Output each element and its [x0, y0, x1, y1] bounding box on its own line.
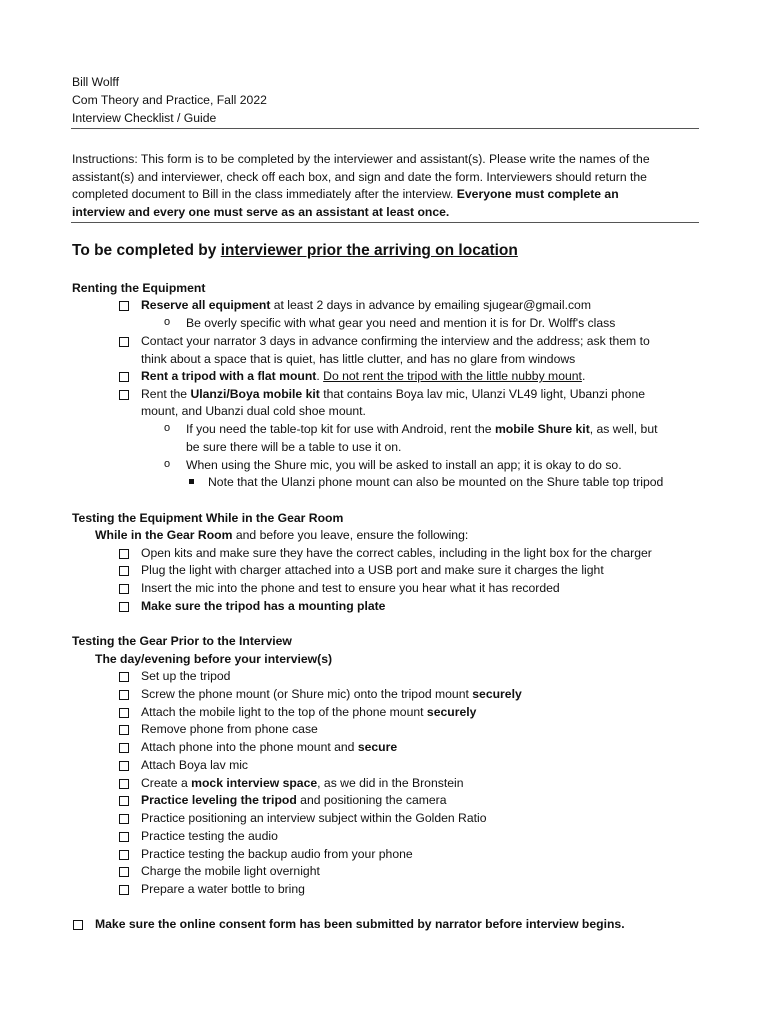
charge-light-item: Charge the mobile light overnight — [141, 864, 320, 878]
course-name: Com Theory and Practice, Fall 2022 — [72, 93, 267, 107]
header-divider — [71, 128, 699, 129]
attach-mic-checkbox[interactable] — [119, 761, 129, 771]
testing-room-subheading — [95, 527, 468, 544]
instructions-line-4: interview and every one must serve as an assistant at least once. — [72, 205, 450, 219]
testing-room-heading: Testing the Equipment While in the Gear Room — [72, 511, 344, 525]
testing-room-emphasis: While in the Gear Room — [95, 528, 233, 542]
testing-prior-subheading: The day/evening before your interview(s) — [95, 652, 333, 666]
attach-light-text: Attach the mobile light to the top of the phone mount — [141, 705, 427, 719]
mock-space-item — [141, 775, 463, 792]
contact-narrator-line-1: Contact your narrator 3 days in advance confirming the interview and the address; ask them to — [141, 334, 650, 348]
screw-mount-emphasis: securely — [472, 687, 522, 701]
plug-light-item: Plug the light with charger attached into a USB port and make sure it charges the light — [141, 563, 604, 577]
author-name: Bill Wolff — [72, 75, 119, 89]
testing-room-text: and before you leave, ensure the following: — [232, 528, 469, 542]
open-kits-checkbox[interactable] — [119, 549, 129, 559]
instructions-divider — [71, 222, 699, 223]
renting-heading: Renting the Equipment — [72, 281, 206, 295]
section-heading-underlined: interviewer prior the arriving on location — [220, 242, 518, 259]
section-heading-prefix: To be completed by — [72, 242, 221, 259]
mock-space-emphasis: mock interview space — [191, 776, 318, 790]
remove-case-checkbox[interactable] — [119, 725, 129, 735]
consent-form-item: Make sure the online consent form has been submitted by narrator before interview begins. — [95, 917, 625, 931]
rent-tripod-emphasis: Rent a tripod with a flat mount — [141, 369, 317, 383]
setup-tripod-checkbox[interactable] — [119, 672, 129, 682]
screw-mount-item — [141, 686, 522, 703]
rent-ulanzi-kit-line-2: mount, and Ubanzi dual cold shoe mount. — [141, 404, 366, 418]
test-audio-checkbox[interactable] — [119, 832, 129, 842]
attach-phone-checkbox[interactable] — [119, 743, 129, 753]
rent-ulanzi-kit-line-1 — [141, 386, 645, 403]
rent-kit-emphasis: Ulanzi/Boya mobile kit — [190, 387, 320, 401]
charge-light-checkbox[interactable] — [119, 867, 129, 877]
open-kits-item: Open kits and make sure they have the correct cables, including in the light box for the charger — [141, 546, 652, 560]
plug-light-checkbox[interactable] — [119, 566, 129, 576]
reserve-equipment-checkbox[interactable] — [119, 301, 129, 311]
mock-space-text-2: , as we did in the Bronstein — [317, 776, 464, 790]
instructions-line-2: assistant(s) and interviewer, check off each box, and sign and date the form. Interviewers should return the — [72, 170, 647, 184]
golden-ratio-checkbox[interactable] — [119, 814, 129, 824]
tripod-plate-item: Make sure the tripod has a mounting plate — [141, 599, 386, 613]
attach-light-emphasis: securely — [426, 705, 477, 719]
instructions-line-1: Instructions: This form is to be completed by the interviewer and assistant(s). Please write the names of the — [72, 152, 650, 166]
consent-form-checkbox[interactable] — [73, 920, 83, 930]
testing-prior-heading: Testing the Gear Prior to the Interview — [72, 634, 292, 648]
reserve-equipment-item — [141, 297, 591, 314]
reserve-emphasis: Reserve all equipment — [141, 298, 271, 312]
rent-kit-text: Rent the — [141, 387, 191, 401]
screw-mount-text: Screw the phone mount (or Shure mic) onto the tripod mount — [141, 687, 473, 701]
contact-narrator-checkbox[interactable] — [119, 337, 129, 347]
phone-mount-note: Note that the Ulanzi phone mount can also be mounted on the Shure table top tripod — [208, 475, 664, 489]
attach-phone-emphasis: secure — [357, 740, 398, 754]
attach-light-checkbox[interactable] — [119, 708, 129, 718]
reserve-text: at least 2 days in advance by emailing sjugear@gmail.com — [270, 298, 591, 312]
insert-mic-item: Insert the mic into the phone and test to ensure you hear what it has recorded — [141, 581, 560, 595]
attach-phone-item — [141, 739, 397, 756]
screw-mount-checkbox[interactable] — [119, 690, 129, 700]
rent-tripod-checkbox[interactable] — [119, 372, 129, 382]
instructions-line-3 — [72, 186, 619, 203]
rent-tripod-warning: Do not rent the tripod with the little nubby mount — [323, 369, 582, 383]
insert-mic-checkbox[interactable] — [119, 584, 129, 594]
shure-emphasis: mobile Shure kit — [494, 422, 590, 436]
section-heading — [72, 241, 518, 261]
sub-bullet-circle: o — [164, 422, 171, 434]
rent-tripod-sep: . — [316, 369, 324, 383]
document-title: Interview Checklist / Guide — [72, 111, 217, 125]
setup-tripod-item: Set up the tripod — [141, 669, 231, 683]
rent-tripod-period: . — [581, 369, 586, 383]
shure-text: If you need the table-top kit for use with Android, rent the — [186, 422, 495, 436]
rent-kit-text-2: that contains Boya lav mic, Ulanzi VL49 light, Ubanzi phone — [319, 387, 646, 401]
sub-sub-bullet-square — [189, 479, 194, 484]
golden-ratio-item: Practice positioning an interview subject within the Golden Ratio — [141, 811, 487, 825]
remove-case-item: Remove phone from phone case — [141, 722, 318, 736]
leveling-tripod-checkbox[interactable] — [119, 796, 129, 806]
rent-tripod-item — [141, 368, 585, 385]
instructions-emphasis: Everyone must complete an — [456, 187, 619, 201]
mock-space-checkbox[interactable] — [119, 779, 129, 789]
shure-kit-line-2: be sure there will be a table to use it on. — [186, 440, 402, 454]
leveling-emphasis: Practice leveling the tripod — [141, 793, 297, 807]
leveling-text: and positioning the camera — [296, 793, 447, 807]
sub-bullet-circle: o — [164, 316, 171, 328]
test-audio-item: Practice testing the audio — [141, 829, 278, 843]
shure-text-2: , as well, but — [589, 422, 658, 436]
water-bottle-checkbox[interactable] — [119, 885, 129, 895]
contact-narrator-line-2: think about a space that is quiet, has little clutter, and has no glare from windows — [141, 352, 576, 366]
shure-kit-line-1 — [186, 421, 658, 438]
sub-bullet-circle: o — [164, 458, 171, 470]
instructions-text: completed document to Bill in the class immediately after the interview. — [72, 187, 457, 201]
water-bottle-item: Prepare a water bottle to bring — [141, 882, 305, 896]
attach-mic-item: Attach Boya lav mic — [141, 758, 249, 772]
attach-phone-text: Attach phone into the phone mount and — [141, 740, 358, 754]
rent-ulanzi-kit-checkbox[interactable] — [119, 390, 129, 400]
backup-audio-checkbox[interactable] — [119, 850, 129, 860]
leveling-tripod-item — [141, 792, 447, 809]
reserve-subitem: Be overly specific with what gear you need and mention it is for Dr. Wolff's class — [186, 316, 616, 330]
attach-light-item — [141, 704, 476, 721]
shure-app-item: When using the Shure mic, you will be asked to install an app; it is okay to do so. — [186, 458, 622, 472]
backup-audio-item: Practice testing the backup audio from your phone — [141, 847, 413, 861]
tripod-plate-checkbox[interactable] — [119, 602, 129, 612]
mock-space-text: Create a — [141, 776, 192, 790]
